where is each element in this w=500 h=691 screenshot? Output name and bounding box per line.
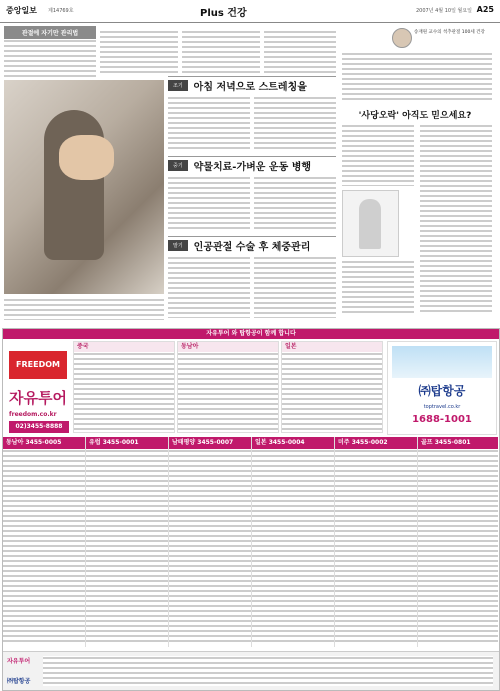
- region-title: 남태평양 3455-0007: [169, 437, 251, 449]
- footer-company2: ㈜탑항공: [7, 678, 31, 685]
- article-2-header: [168, 158, 311, 172]
- article-3-text-a: [168, 256, 250, 318]
- region-column: [86, 437, 169, 647]
- ad-section-body: [74, 352, 174, 430]
- region-title: 미주 3455-0002: [335, 437, 417, 449]
- sidebar-body: [4, 39, 96, 81]
- article-3-title: 인공관절 수술 후 체중관리: [193, 241, 311, 253]
- ad-section-title: 일본: [282, 342, 382, 352]
- ad-footer: [3, 651, 499, 690]
- freedom-logo: FREEDOM: [9, 351, 67, 379]
- ad-section-sea: [177, 341, 279, 433]
- article-3-text-c: [4, 298, 164, 320]
- illustration: [342, 190, 399, 257]
- newspaper-logo: 중앙일보: [6, 6, 37, 15]
- ad-banner: 자유투어 와 탑항공이 함께 합니다: [3, 329, 499, 339]
- section-title: Plus 건강: [200, 8, 247, 19]
- columnist-avatar: [392, 28, 412, 48]
- travel-advertisement: [2, 328, 500, 691]
- footer-company1: 자유투어: [7, 658, 31, 665]
- ad-top-grid: [73, 341, 383, 433]
- company1-url[interactable]: freedom.co.kr: [9, 411, 57, 418]
- publication-date: 2007년 4월 10일 월요일: [415, 8, 472, 14]
- toptravel-box: [387, 341, 497, 435]
- right-text-c: [342, 260, 414, 316]
- article-1-tag: 조기: [168, 80, 188, 91]
- knee-photo: [4, 80, 164, 294]
- article-3-text-b: [254, 256, 336, 318]
- region-column: [418, 437, 498, 647]
- company2-name: ㈜탑항공: [418, 384, 466, 398]
- sidebar-box: [4, 26, 96, 78]
- ad-regions: [3, 437, 499, 647]
- article-2-text-a: [168, 176, 250, 232]
- article-3-header: [168, 238, 310, 252]
- sidebar-title: 관절에 자기만 관리법: [4, 26, 96, 39]
- footer-text: [43, 656, 493, 686]
- region-column: [252, 437, 335, 647]
- company2-phone: 1688-1001: [412, 414, 472, 425]
- ad-section-title: 동남아: [178, 342, 278, 352]
- article-1-text-b: [254, 96, 336, 152]
- intro-text-2: [182, 30, 260, 74]
- intro-text-3: [264, 30, 336, 74]
- columnist-name: 송재원 교수의 척추관절 100세 건강: [414, 30, 485, 35]
- company2-url[interactable]: toptravel.co.kr: [423, 404, 461, 410]
- ad-section-body: [282, 352, 382, 430]
- right-text-a: [342, 124, 414, 186]
- company1-phone: 02)3455-8888: [9, 421, 69, 433]
- region-column: [169, 437, 252, 647]
- region-body: [335, 449, 417, 645]
- article-2-tag: 중기: [168, 160, 188, 171]
- right-intro-text: [342, 52, 492, 102]
- page-number: A25: [476, 5, 494, 14]
- region-column: [335, 437, 418, 647]
- issue-number: 제14769호: [48, 8, 74, 14]
- region-body: [252, 449, 334, 645]
- article-2-text-b: [254, 176, 336, 232]
- ad-section-japan: [281, 341, 383, 433]
- company1-name: 자유투어: [9, 389, 67, 407]
- region-title: 유럽 3455-0001: [86, 437, 168, 449]
- airplane-image: [392, 346, 492, 378]
- region-title: 일본 3455-0004: [252, 437, 334, 449]
- article-1-header: [168, 78, 307, 92]
- region-body: [169, 449, 251, 645]
- right-text-b: [420, 124, 492, 314]
- article-1-text-a: [168, 96, 250, 152]
- intro-text-1: [100, 30, 178, 74]
- region-title: 동남아 3455-0005: [3, 437, 85, 449]
- article-3-tag: 말기: [168, 240, 188, 251]
- right-column-title: '사당오락' 아직도 믿으세요?: [358, 111, 472, 121]
- article-1-title: 아침 저녁으로 스트레칭을: [193, 81, 307, 93]
- photo-hand-shape: [59, 135, 114, 180]
- region-title: 골프 3455-0801: [418, 437, 498, 449]
- ad-section-title: 중국: [74, 342, 174, 352]
- illustration-figure: [359, 199, 381, 249]
- region-column: [3, 437, 86, 647]
- region-body: [86, 449, 168, 645]
- ad-section-china: [73, 341, 175, 433]
- ad-section-body: [178, 352, 278, 430]
- region-body: [418, 449, 498, 645]
- masthead: [0, 0, 500, 23]
- columnist-block: [392, 26, 496, 48]
- region-body: [3, 449, 85, 645]
- article-2-title: 약물치료-가벼운 운동 병행: [193, 161, 312, 173]
- photo-leg-shape: [44, 110, 104, 260]
